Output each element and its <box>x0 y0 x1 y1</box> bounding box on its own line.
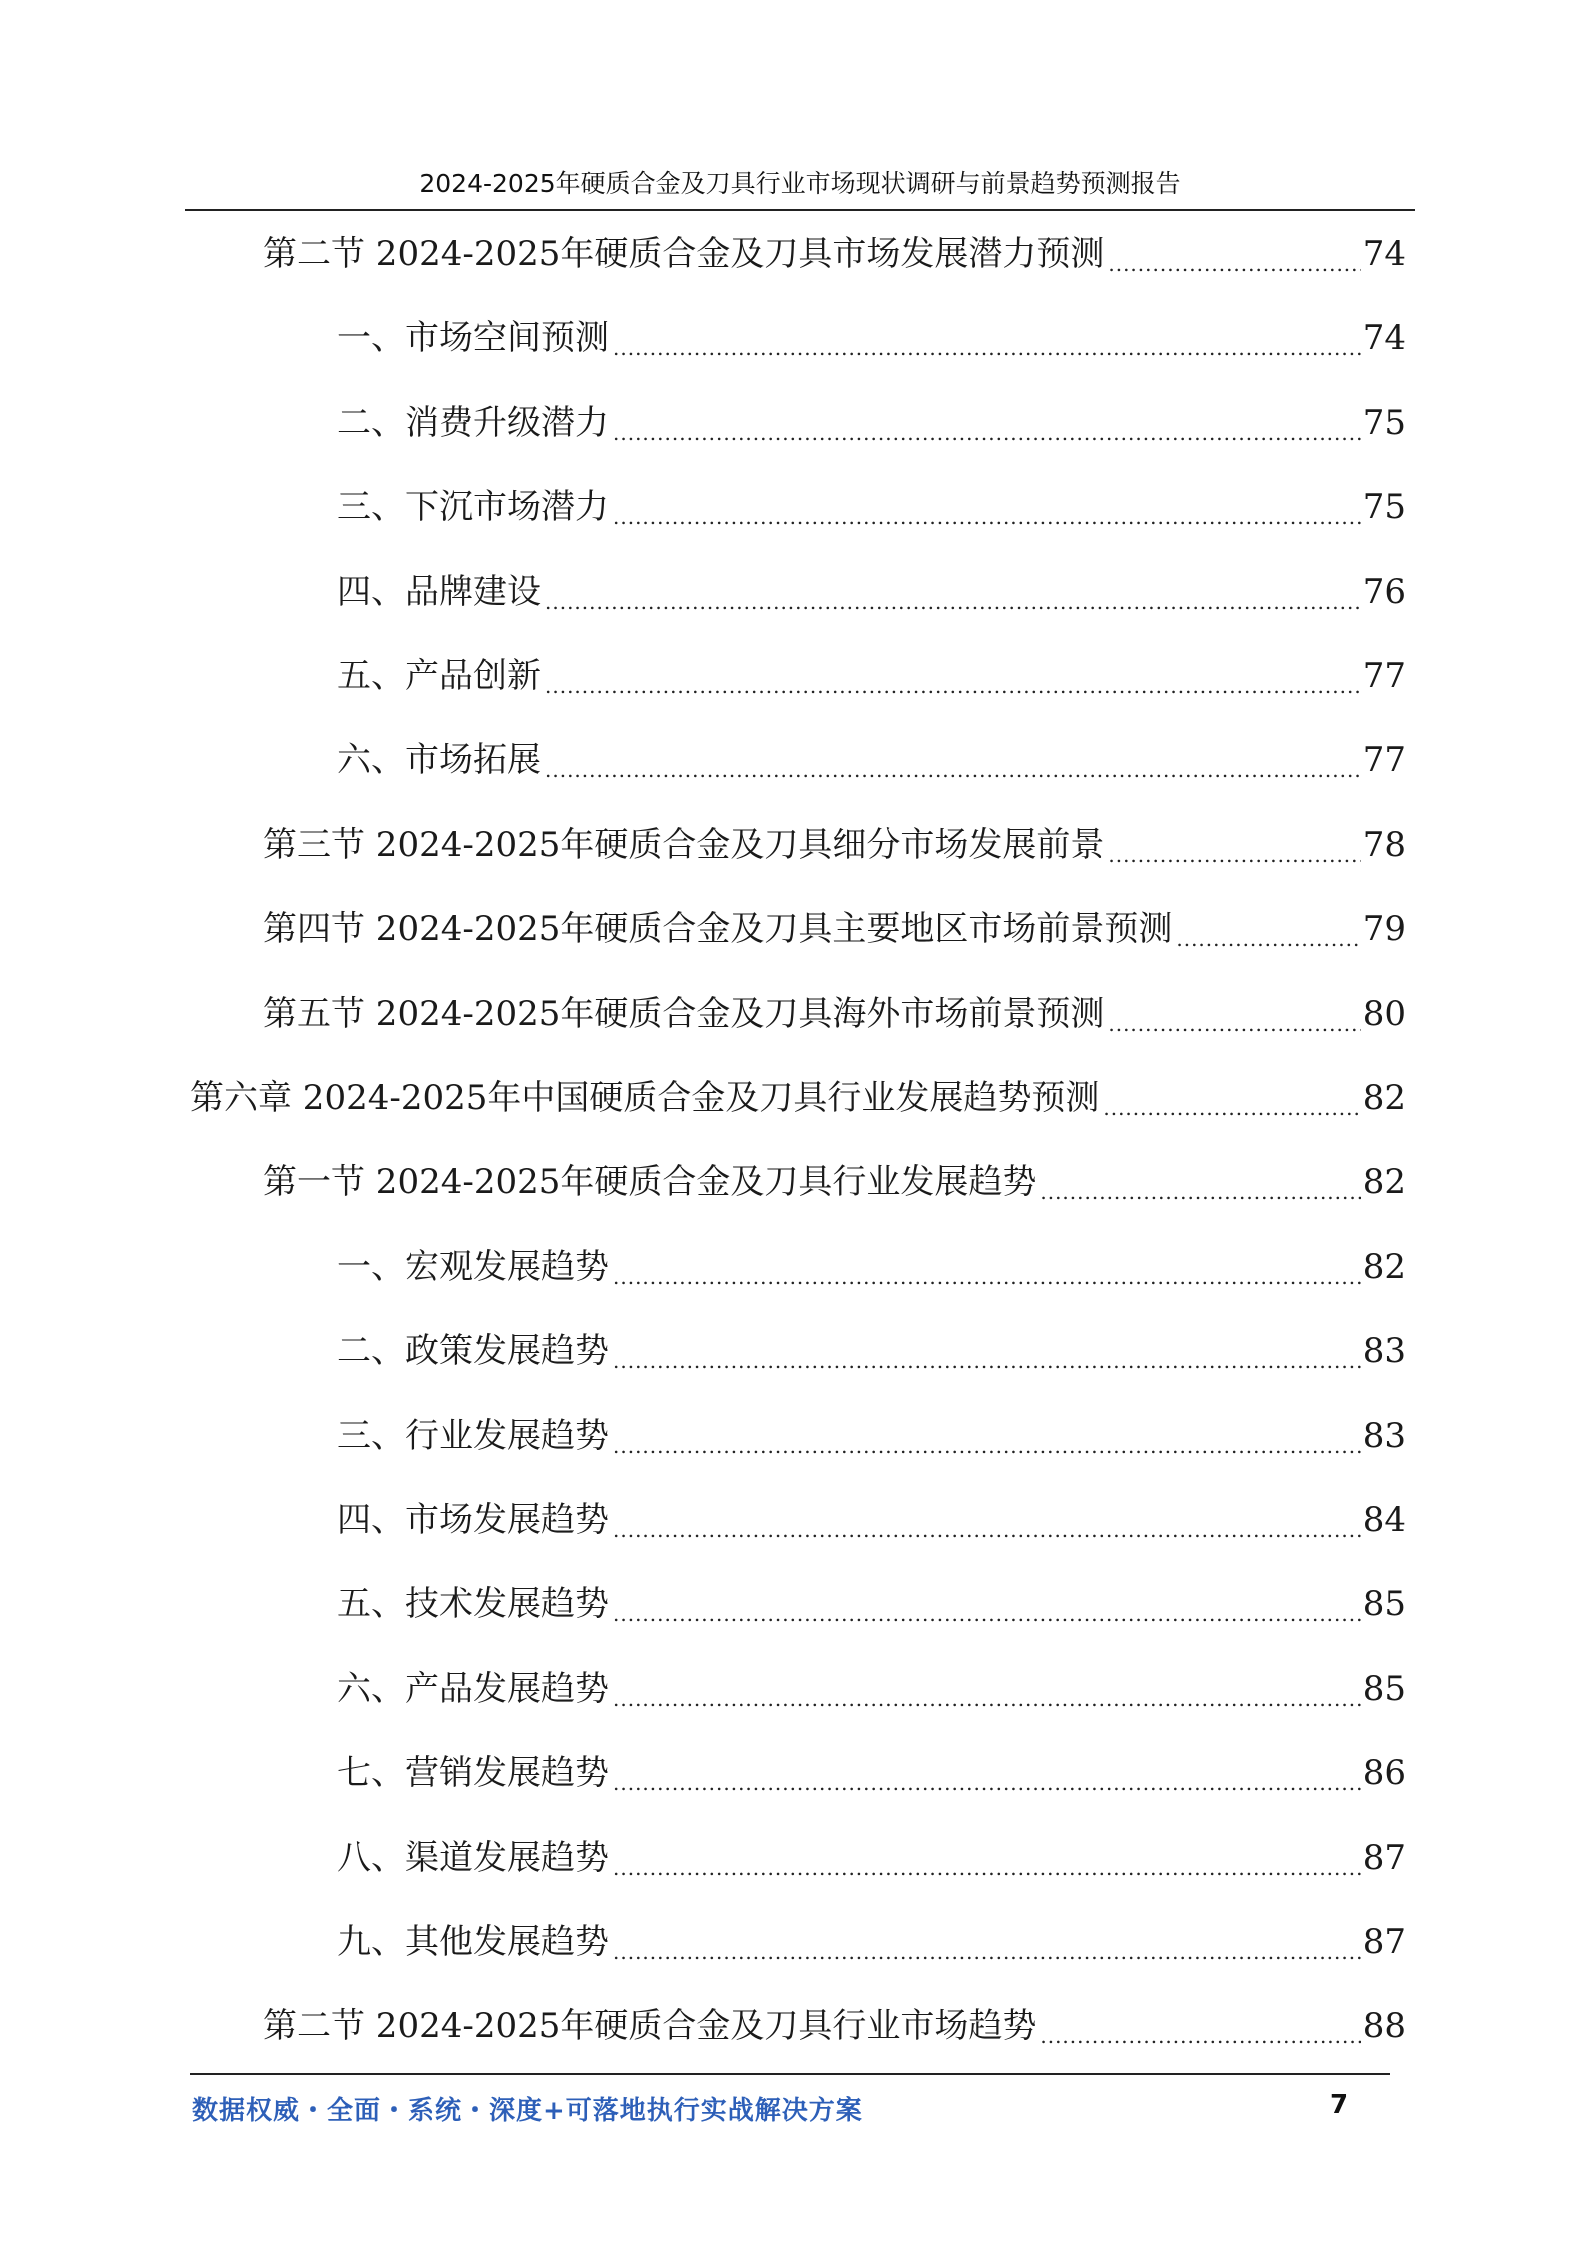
toc-entry-page: 82 <box>1362 1247 1406 1287</box>
toc-leader-dots <box>1108 984 1360 1044</box>
toc-leader-dots <box>545 646 1361 706</box>
toc-entry-page: 86 <box>1362 1753 1406 1793</box>
toc-leader-dots <box>613 1828 1361 1888</box>
toc-entry-title: 五、技术发展趋势 <box>337 1584 609 1624</box>
toc-leader-dots <box>1040 1996 1360 2056</box>
toc-entry-page: 82 <box>1362 1078 1406 1118</box>
toc-entry-page: 87 <box>1362 1922 1406 1962</box>
toc-leader-dots <box>1108 815 1360 875</box>
toc-entry[interactable] <box>337 562 1406 622</box>
toc-entry[interactable] <box>337 1828 1406 1888</box>
toc-leader-dots <box>613 308 1361 368</box>
toc-entry-title: 第二节 2024-2025年硬质合金及刀具市场发展潜力预测 <box>263 234 1105 274</box>
toc-entry[interactable] <box>337 1321 1406 1381</box>
toc-entry-page: 75 <box>1362 487 1406 527</box>
toc-entry-title: 一、宏观发展趋势 <box>337 1247 609 1287</box>
toc-entry-title: 第五节 2024-2025年硬质合金及刀具海外市场前景预测 <box>263 994 1105 1034</box>
toc-leader-dots <box>613 1659 1361 1719</box>
toc-entry-page: 77 <box>1362 740 1406 780</box>
toc-entry-page: 83 <box>1362 1416 1406 1456</box>
toc-entry-title: 五、产品创新 <box>337 656 541 696</box>
toc-entry-page: 74 <box>1362 318 1406 358</box>
toc-entry-title: 六、市场拓展 <box>337 740 541 780</box>
toc-entry-page: 83 <box>1362 1331 1406 1371</box>
toc-entry-title: 三、下沉市场潜力 <box>337 487 609 527</box>
toc-entry[interactable] <box>190 1068 1406 1128</box>
toc-entry[interactable] <box>337 730 1406 790</box>
toc-entry[interactable] <box>337 477 1406 537</box>
toc-entry-title: 四、品牌建设 <box>337 572 541 612</box>
toc-entry-page: 76 <box>1362 572 1406 612</box>
toc-entry-title: 第一节 2024-2025年硬质合金及刀具行业发展趋势 <box>263 1162 1037 1202</box>
toc-entry-page: 79 <box>1362 909 1406 949</box>
toc-entry[interactable] <box>263 1996 1406 2056</box>
toc-entry-page: 85 <box>1362 1584 1406 1624</box>
toc-entry-page: 77 <box>1362 656 1406 696</box>
toc-leader-dots <box>613 1574 1361 1634</box>
toc-leader-dots <box>545 730 1361 790</box>
page-header-title: 2024-2025年硬质合金及刀具行业市场现状调研与前景趋势预测报告 <box>419 169 1181 198</box>
toc-entry-title: 第六章 2024-2025年中国硬质合金及刀具行业发展趋势预测 <box>190 1078 1100 1118</box>
page-number: 7 <box>1330 2090 1349 2120</box>
toc-entry-title: 八、渠道发展趋势 <box>337 1838 609 1878</box>
toc-leader-dots <box>613 393 1361 453</box>
toc-entry-page: 88 <box>1362 2006 1406 2046</box>
toc-entry[interactable] <box>337 1743 1406 1803</box>
toc-entry-title: 三、行业发展趋势 <box>337 1416 609 1456</box>
footer-slogan: 数据权威・全面・系统・深度+可落地执行实战解决方案 <box>192 2096 863 2126</box>
toc-leader-dots <box>613 1237 1361 1297</box>
toc-entry-title: 二、消费升级潜力 <box>337 403 609 443</box>
toc-entry[interactable] <box>337 1659 1406 1719</box>
toc-entry-page: 78 <box>1362 825 1406 865</box>
toc-leader-dots <box>1040 1152 1360 1212</box>
toc-leader-dots <box>613 1912 1361 1972</box>
toc-entry-title: 九、其他发展趋势 <box>337 1922 609 1962</box>
toc-entry-title: 第四节 2024-2025年硬质合金及刀具主要地区市场前景预测 <box>263 909 1173 949</box>
toc-entry-title: 六、产品发展趋势 <box>337 1669 609 1709</box>
toc-leader-dots <box>1176 899 1360 959</box>
toc-entry[interactable] <box>337 1237 1406 1297</box>
toc-entry[interactable] <box>263 899 1406 959</box>
toc-leader-dots <box>613 1406 1361 1466</box>
toc-entry-page: 74 <box>1362 234 1406 274</box>
toc-entry-title: 二、政策发展趋势 <box>337 1331 609 1371</box>
toc-leader-dots <box>545 562 1361 622</box>
toc-leader-dots <box>1108 224 1360 284</box>
toc-entry-title: 第三节 2024-2025年硬质合金及刀具细分市场发展前景 <box>263 825 1105 865</box>
footer-divider <box>190 2073 1390 2075</box>
toc-entry-page: 84 <box>1362 1500 1406 1540</box>
toc-entry[interactable] <box>337 308 1406 368</box>
toc-leader-dots <box>613 477 1361 537</box>
toc-entry-page: 82 <box>1362 1162 1406 1202</box>
toc-entry-title: 一、市场空间预测 <box>337 318 609 358</box>
toc-leader-dots <box>613 1490 1361 1550</box>
toc-entry-page: 75 <box>1362 403 1406 443</box>
toc-entry[interactable] <box>263 1152 1406 1212</box>
toc-entry-page: 80 <box>1362 994 1406 1034</box>
toc-entry[interactable] <box>263 815 1406 875</box>
toc-leader-dots <box>613 1321 1361 1381</box>
toc-entry[interactable] <box>337 1574 1406 1634</box>
toc-leader-dots <box>613 1743 1361 1803</box>
toc-entry-title: 四、市场发展趋势 <box>337 1500 609 1540</box>
toc-entry[interactable] <box>263 984 1406 1044</box>
toc-entry[interactable] <box>337 1406 1406 1466</box>
toc-entry-title: 第二节 2024-2025年硬质合金及刀具行业市场趋势 <box>263 2006 1037 2046</box>
toc-entry[interactable] <box>337 1912 1406 1972</box>
toc-entry[interactable] <box>337 393 1406 453</box>
toc-entry[interactable] <box>337 1490 1406 1550</box>
toc-entry[interactable] <box>263 224 1406 284</box>
toc-leader-dots <box>1103 1068 1360 1128</box>
toc-entry-title: 七、营销发展趋势 <box>337 1753 609 1793</box>
toc-entry-page: 85 <box>1362 1669 1406 1709</box>
toc-entry-page: 87 <box>1362 1838 1406 1878</box>
toc-entry[interactable] <box>337 646 1406 706</box>
